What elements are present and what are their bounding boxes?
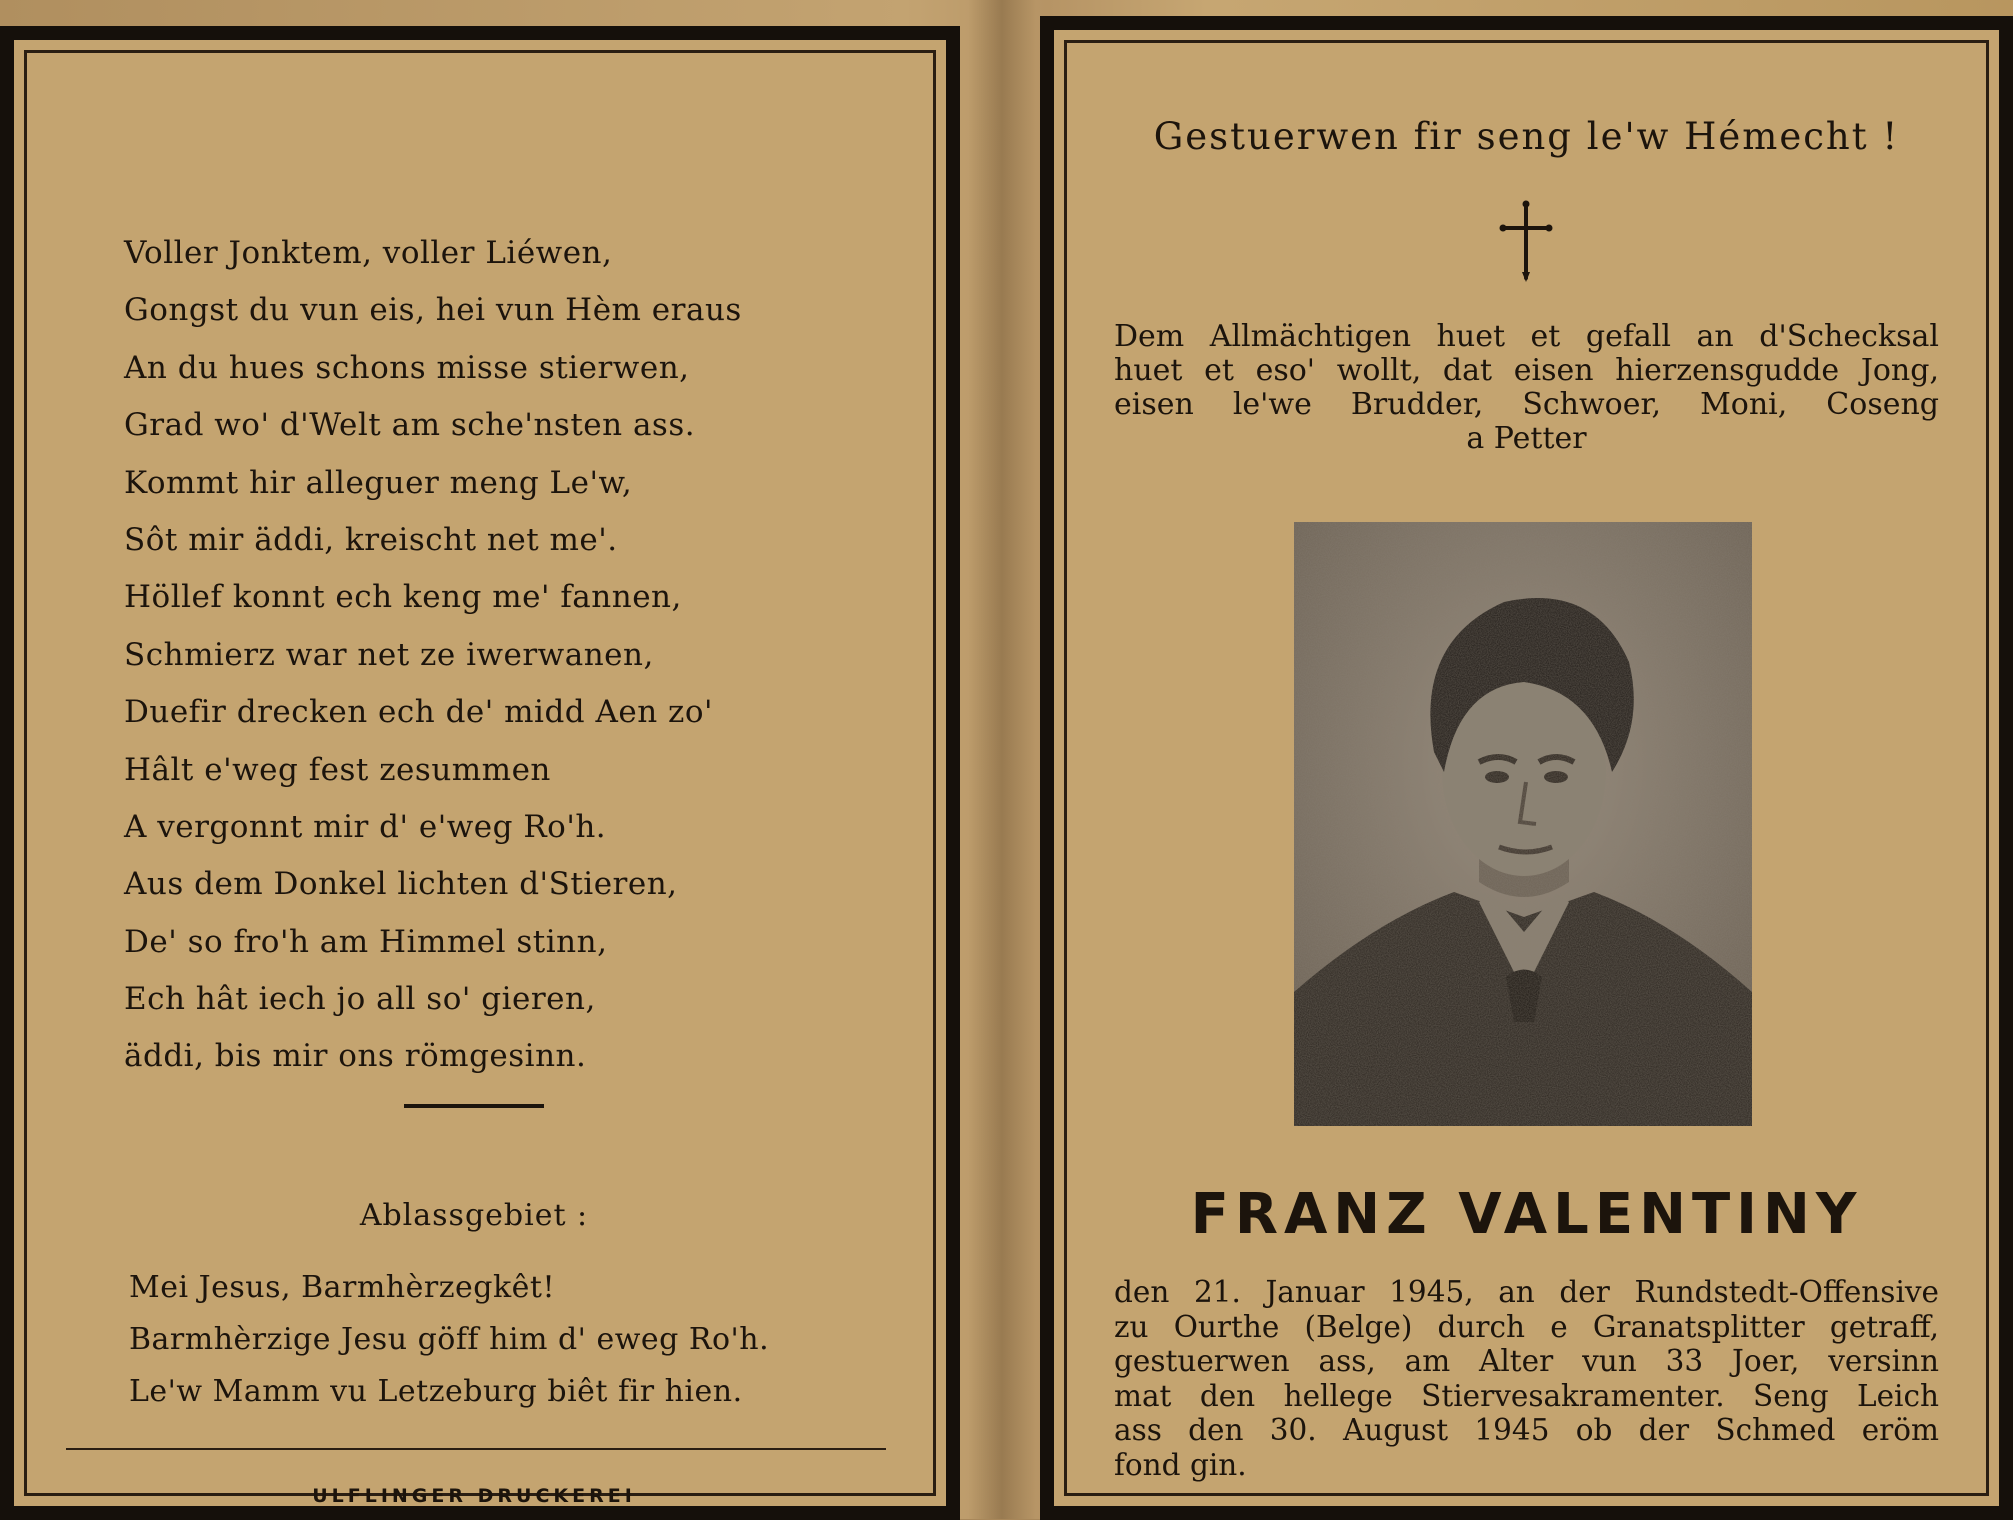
printer-credit: ULFLINGER DRUCKEREI xyxy=(312,1485,636,1507)
prayer-line: Barmhèrzige Jesu göff him d' eweg Ro'h. xyxy=(129,1322,770,1357)
intro-line-last: a Petter xyxy=(1466,421,1587,456)
intro-text xyxy=(1114,320,1939,422)
intro-line: Dem Allmächtigen huet et gefall an d'Schecksal xyxy=(1114,319,1939,354)
poem-line: äddi, bis mir ons römgesinn. xyxy=(124,1038,587,1075)
poem-line: A vergonnt mir d' e'weg Ro'h. xyxy=(124,808,607,845)
prayer-line: Mei Jesus, Barmhèrzegkêt! xyxy=(129,1270,556,1305)
footer-divider xyxy=(66,1448,886,1450)
poem-line: Sôt mir äddi, kreischt net me'. xyxy=(124,521,618,558)
poem-line: De' so fro'h am Himmel stinn, xyxy=(124,923,608,960)
memorial-heading: Gestuerwen fir seng le'w Hémecht ! xyxy=(1153,115,1900,158)
poem-line: Kommt hir alleguer meng Le'w, xyxy=(124,464,633,501)
deceased-name: FRANZ VALENTINY xyxy=(1190,1182,1863,1247)
divider xyxy=(404,1104,544,1108)
prayers xyxy=(129,1262,929,1418)
body-line: fond gin. xyxy=(1114,1447,1247,1482)
prayer-heading: Ablassgebiet : xyxy=(359,1198,589,1233)
poem xyxy=(124,225,904,1086)
poem-line: Voller Jonktem, voller Liéwen, xyxy=(124,235,613,271)
poem-line: Hâlt e'weg fest zesummen xyxy=(124,751,551,788)
latin-cross-icon xyxy=(1497,200,1555,284)
poem-line: Schmierz war net ze iwerwanen, xyxy=(124,636,654,673)
right-panel xyxy=(1040,16,2013,1520)
poem-line: Gongst du vun eis, hei vun Hèm eraus xyxy=(124,292,742,329)
body-line: mat den hellege Stiervesakramenter. Seng Leich xyxy=(1114,1378,1939,1413)
poem-line: Ech hât iech jo all so' gieren, xyxy=(124,981,596,1018)
portrait-photo xyxy=(1294,522,1752,1126)
poem-line: An du hues schons misse stierwen, xyxy=(124,349,690,386)
left-panel xyxy=(0,26,960,1520)
intro-line: eisen le'we Brudder, Schwoer, Moni, Coseng xyxy=(1114,387,1939,422)
body-line: den 21. Januar 1945, an der Rundstedt-Offensive xyxy=(1114,1275,1939,1309)
card-fold xyxy=(968,0,1036,1519)
poem-line: Höllef konnt ech keng me' fannen, xyxy=(124,579,682,616)
body-line: zu Ourthe (Belge) durch e Granatsplitter getraff, xyxy=(1114,1309,1939,1344)
memorial-body xyxy=(1114,1275,1939,1482)
intro-line: huet et eso' wollt, dat eisen hierzensgudde Jong, xyxy=(1114,353,1939,388)
prayer-line: Le'w Mamm vu Letzeburg biêt fir hien. xyxy=(129,1374,743,1409)
poem-line: Aus dem Donkel lichten d'Stieren, xyxy=(124,866,678,903)
poem-line: Duefir drecken ech de' midd Aen zo' xyxy=(124,694,714,731)
body-line: ass den 30. August 1945 ob der Schmed eröm xyxy=(1114,1413,1939,1447)
poem-line: Grad wo' d'Welt am sche'nsten ass. xyxy=(124,407,696,444)
body-line: gestuerwen ass, am Alter vun 33 Joer, versinn xyxy=(1114,1344,1939,1378)
